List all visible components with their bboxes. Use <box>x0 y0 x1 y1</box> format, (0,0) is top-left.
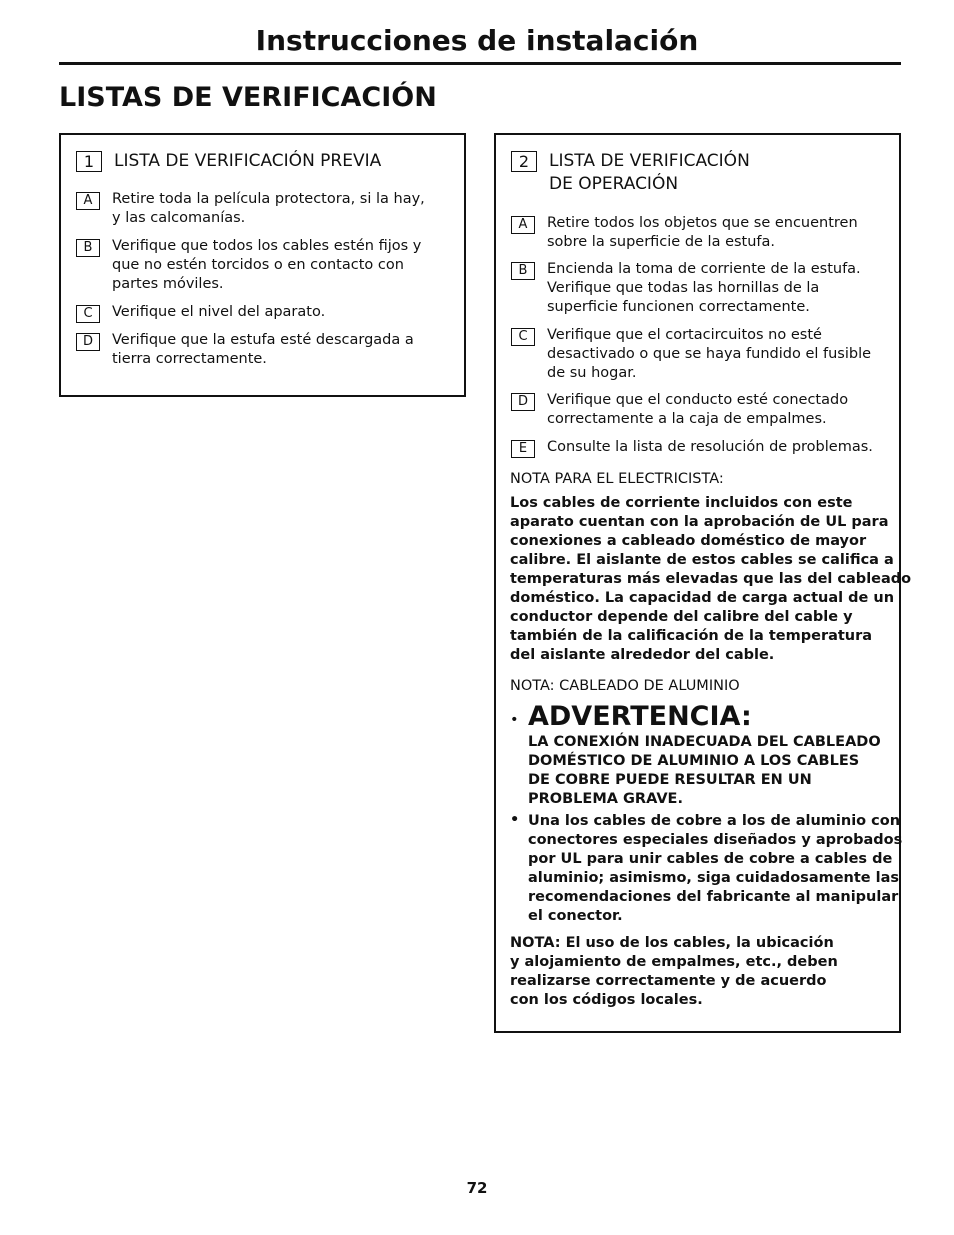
checklist-title: LISTA DE VERIFICACIÓN PREVIA <box>114 151 382 171</box>
list-item <box>511 326 871 383</box>
aluminum-heading: NOTA: CABLEADO DE ALUMINIO <box>510 678 740 694</box>
warning-line: LA CONEXIÓN INADECUADA DEL CABLEADO <box>528 734 881 750</box>
note-line: del aislante alrededor del cable. <box>510 647 775 663</box>
note-line: NOTA: El uso de los cables, la ubicación <box>510 935 834 951</box>
bullet-text <box>528 812 902 926</box>
warning-line: PROBLEMA GRAVE. <box>528 791 683 807</box>
item-text <box>547 214 858 252</box>
bullet-line: Una los cables de cobre a los de aluminio con <box>528 813 901 829</box>
bullet-line: aluminio; asimismo, siga cuidadosamente las <box>528 870 900 886</box>
note-line: temperaturas más elevadas que las del cableado <box>510 571 912 587</box>
final-note <box>510 934 838 1010</box>
item-line: Verifique que el cortacircuitos no esté <box>547 327 822 343</box>
item-line: desactivado o que se haya fundido el fusible <box>547 346 872 362</box>
note-line: con los códigos locales. <box>510 992 703 1008</box>
item-line: y las calcomanías. <box>112 210 246 226</box>
checklist-title-line: DE OPERACIÓN <box>549 174 679 194</box>
item-line: partes móviles. <box>112 276 224 292</box>
note-line: realizarse correctamente y de acuerdo <box>510 973 827 989</box>
item-letter: B <box>511 262 535 280</box>
warning-line: DOMÉSTICO DE ALUMINIO A LOS CABLES <box>528 753 860 769</box>
item-line: Verifique el nivel del aparato. <box>112 304 326 320</box>
checklist-number: 1 <box>76 151 102 172</box>
list-item <box>76 331 414 369</box>
item-text <box>112 331 414 369</box>
item-text <box>112 190 425 228</box>
bullet-dot-icon: • <box>510 712 519 728</box>
item-line: correctamente a la caja de empalmes. <box>547 411 827 427</box>
item-text <box>547 326 871 383</box>
item-line: Retire todos los objetos que se encuentren <box>547 215 858 231</box>
electrician-note <box>510 494 911 665</box>
list-item <box>511 260 861 317</box>
bullet-dot-icon: • <box>510 812 520 828</box>
header-rule <box>59 62 901 65</box>
list-item <box>76 303 325 323</box>
item-letter: B <box>76 239 100 257</box>
item-text <box>112 303 325 322</box>
bullet-line: por UL para unir cables de cobre a cables de <box>528 851 893 867</box>
checklist-number: 2 <box>511 151 537 172</box>
item-line: Verifique que el conducto esté conectado <box>547 392 849 408</box>
list-item <box>511 214 858 252</box>
item-letter: C <box>511 328 535 346</box>
list-item <box>76 237 421 294</box>
note-line: conexiones a cableado doméstico de mayor <box>510 533 867 549</box>
checklist-title-line: LISTA DE VERIFICACIÓN <box>549 151 750 171</box>
warning-line: DE COBRE PUEDE RESULTAR EN UN <box>528 772 812 788</box>
item-letter: C <box>76 305 100 323</box>
item-line: sobre la superficie de la estufa. <box>547 234 776 250</box>
item-line: Verifique que la estufa esté descargada a <box>112 332 414 348</box>
list-item <box>511 391 848 429</box>
item-line: Consulte la lista de resolución de problemas. <box>547 439 873 455</box>
item-line: que no estén torcidos o en contacto con <box>112 257 404 273</box>
electrician-heading: NOTA PARA EL ELECTRICISTA: <box>510 471 724 487</box>
item-letter: A <box>76 192 100 210</box>
list-item <box>511 438 873 458</box>
item-line: Verifique que todos los cables estén fijos y <box>112 238 422 254</box>
note-line: calibre. El aislante de estos cables se califica a <box>510 552 894 568</box>
item-line: Encienda la toma de corriente de la estufa. <box>547 261 861 277</box>
bullet-line: recomendaciones del fabricante al manipular <box>528 889 899 905</box>
note-line: Los cables de corriente incluidos con este <box>510 495 853 511</box>
item-letter: A <box>511 216 535 234</box>
item-letter: D <box>76 333 100 351</box>
item-text <box>547 260 861 317</box>
checklist-operacion-header <box>511 150 750 196</box>
item-text <box>547 391 848 429</box>
item-line: Retire toda la película protectora, si la hay, <box>112 191 425 207</box>
warning-title: ADVERTENCIA: <box>528 701 752 732</box>
bullet-line: el conector. <box>528 908 623 924</box>
note-line: también de la calificación de la temperatura <box>510 628 873 644</box>
page-header-title: Instrucciones de instalación <box>255 24 699 57</box>
page-number: 72 <box>466 1179 488 1197</box>
note-line: y alojamiento de empalmes, etc., deben <box>510 954 838 970</box>
note-line: aparato cuentan con la aprobación de UL para <box>510 514 889 530</box>
item-text <box>547 438 873 457</box>
warning-text <box>528 733 881 809</box>
checklist-previa-header <box>76 150 381 173</box>
list-item <box>76 190 425 228</box>
item-line: tierra correctamente. <box>112 351 267 367</box>
item-letter: E <box>511 440 535 458</box>
note-line: conductor depende del calibre del cable y <box>510 609 853 625</box>
item-line: de su hogar. <box>547 365 637 381</box>
item-letter: D <box>511 393 535 411</box>
item-text <box>112 237 421 294</box>
bullet-line: conectores especiales diseñados y aprobados <box>528 832 903 848</box>
note-line: doméstico. La capacidad de carga actual de un <box>510 590 895 606</box>
section-title: LISTAS DE VERIFICACIÓN <box>59 82 437 113</box>
item-line: Verifique que todas las hornillas de la <box>547 280 820 296</box>
item-line: superficie funcionen correctamente. <box>547 299 810 315</box>
checklist-title <box>549 150 750 196</box>
